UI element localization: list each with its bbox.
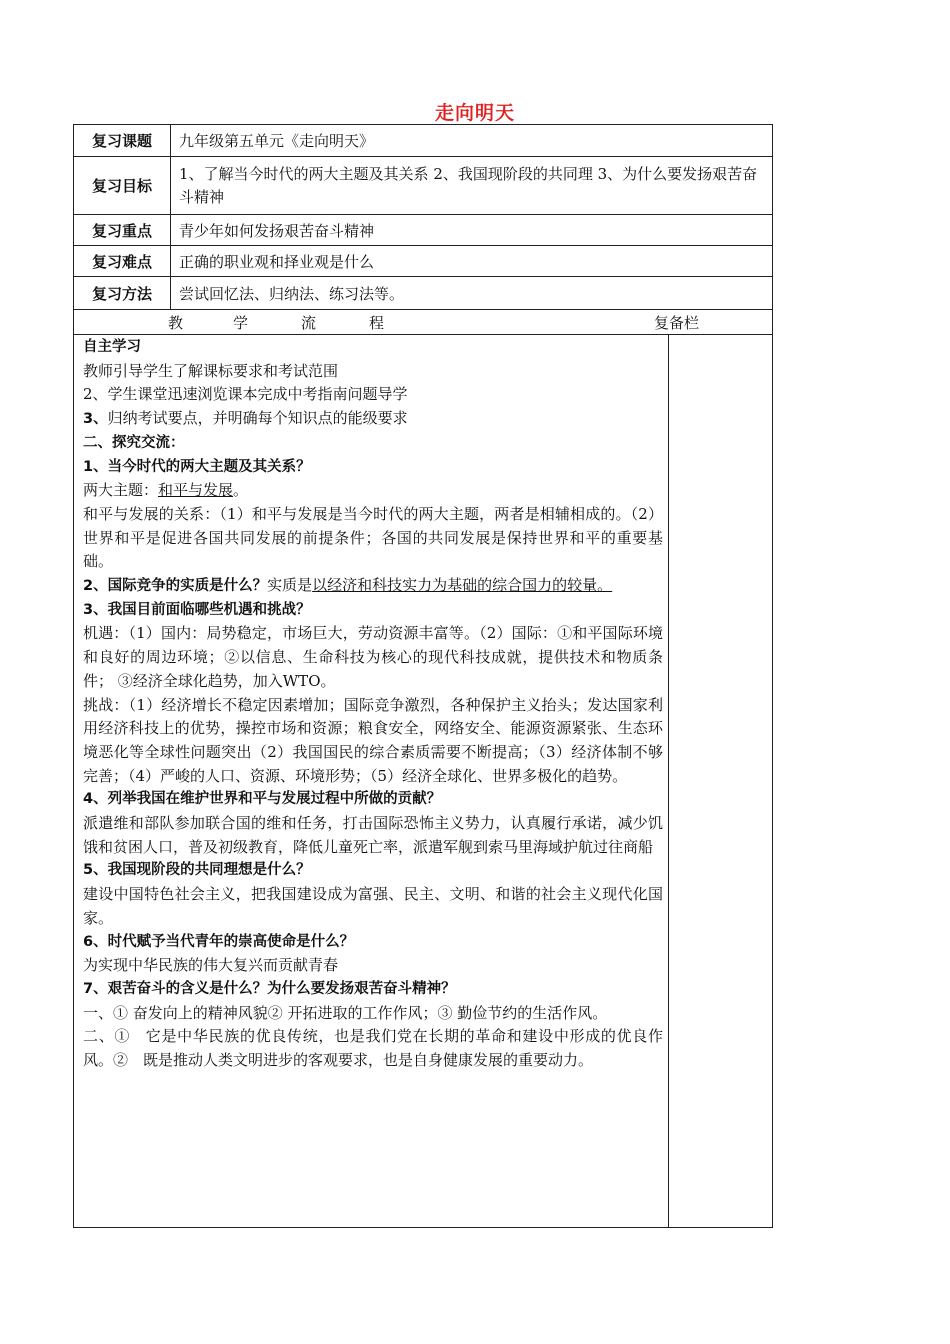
flow-header-char: 教 xyxy=(168,314,184,332)
answer: 为实现中华民族的伟大复兴而贡献青春 xyxy=(83,956,339,975)
info-label: 复习目标 xyxy=(74,157,171,215)
flow-header xyxy=(73,309,773,335)
notes-column-divider xyxy=(668,334,669,1228)
question: 4、列举我国在维护世界和平与发展过程中所做的贡献？ xyxy=(83,791,442,808)
info-value: 1、了解当今时代的两大主题及其关系 2、我国现阶段的共同理 3、为什么要发扬艰苦奋斗精神 xyxy=(171,157,773,215)
info-value: 正确的职业观和择业观是什么 xyxy=(171,246,773,277)
section-heading: 二、探究交流： xyxy=(83,434,185,451)
info-label: 复习课题 xyxy=(74,125,171,157)
info-row xyxy=(74,246,773,277)
answer xyxy=(83,574,663,599)
info-value: 青少年如何发扬艰苦奋斗精神 xyxy=(171,215,773,246)
flow-header-char: 流 xyxy=(301,314,317,332)
answer: 和平与发展的关系：（1）和平与发展是当今时代的两大主题，两者是相辅相成的。（2）世界和平是促进各国共同发展的前提条件；各国的共同发展是保持世界和平的重要基础。 xyxy=(83,504,663,571)
answer-prefix: 实质是 xyxy=(267,576,313,595)
question: 3、我国目前面临哪些机遇和挑战？ xyxy=(83,601,311,618)
info-row xyxy=(74,125,773,157)
section-heading: 自主学习 xyxy=(83,339,141,355)
info-row xyxy=(74,215,773,246)
answer-suffix: 。 xyxy=(233,481,249,500)
flow-header-char: 程 xyxy=(369,314,385,332)
notes-column-header: 复备栏 xyxy=(654,314,700,332)
info-value: 尝试回忆法、归纳法、练习法等。 xyxy=(171,277,773,310)
paragraph-text: 归纳考试要点，并明确每个知识点的能级要求 xyxy=(107,409,408,428)
answer: 机遇：（1）国内：局势稳定，市场巨大，劳动资源丰富等。（2）国际：①和平国际环境和良好的周边环境；②以信息、生命科技为核心的现代科技成就，提供技术和物质条件； ③经济全球化趋势，加入WTO。 xyxy=(83,624,663,690)
page-title: 走向明天 xyxy=(434,102,515,124)
question: 1、当今时代的两大主题及其关系？ xyxy=(83,458,311,475)
answer: 二、① 它是中华民族的优良传统，也是我们党在长期的革命和建设中形成的优良作风。② 既是推动人类文明进步的客观要求，也是自身健康发展的重要动力。 xyxy=(83,1027,663,1070)
info-row xyxy=(74,277,773,310)
question: 6、时代赋予当代青年的崇高使命是什么？ xyxy=(83,933,355,950)
paragraph: 2、学生课堂迅速浏览课本完成中考指南问题导学 xyxy=(83,385,408,404)
answer: 挑战：（1）经济增长不稳定因素增加；国际竞争激烈，各种保护主义抬头；发达国家利用经济科技上的优势，操控市场和资源；粮食安全，网络安全、能源资源紧张、生态环境恶化等全球性问题突出（2）我国国民的综合素质需要不断提高；（3）经济体制不够完善；（4）严峻的人口、资源、环境形势；（5）经济全球化、世界多极化的趋势。 xyxy=(83,695,663,785)
question: 7、艰苦奋斗的含义是什么？为什么要发扬艰苦奋斗精神？ xyxy=(83,980,456,997)
answer xyxy=(83,479,663,503)
info-label: 复习方法 xyxy=(74,277,171,310)
info-value: 九年级第五单元《走向明天》 xyxy=(171,125,773,157)
info-label: 复习重点 xyxy=(74,215,171,246)
paragraph: 教师引导学生了解课标要求和考试范围 xyxy=(83,361,339,380)
answer: 一、① 奋发向上的精神风貌② 开拓进取的工作作风；③ 勤俭节约的生活作风。 xyxy=(83,1003,608,1022)
info-row xyxy=(74,157,773,215)
flow-header-char: 学 xyxy=(233,314,249,332)
answer-prefix: 两大主题： xyxy=(83,481,159,500)
question: 2、国际竞争的实质是什么？ xyxy=(83,578,268,595)
answer: 派遣维和部队参加联合国的维和任务，打击国际恐怖主义势力，认真履行承诺，减少饥饿和贫困人口，普及初级教育，降低儿童死亡率，派遣军舰到索马里海域护航过往商船 xyxy=(83,814,663,856)
underlined-answer: 和平与发展 xyxy=(158,481,234,500)
info-label: 复习难点 xyxy=(74,246,171,277)
question: 5、我国现阶段的共同理想是什么？ xyxy=(83,862,311,879)
answer: 建设中国特色社会主义，把我国建设成为富强、民主、文明、和谐的社会主义现代化国家。 xyxy=(83,885,663,927)
info-table xyxy=(73,124,773,310)
paragraph xyxy=(83,407,663,432)
lesson-content xyxy=(83,336,663,1073)
underlined-answer: 以经济和科技实力为基础的综合国力的较量。 xyxy=(312,576,613,595)
item-number: 3、 xyxy=(83,411,108,428)
